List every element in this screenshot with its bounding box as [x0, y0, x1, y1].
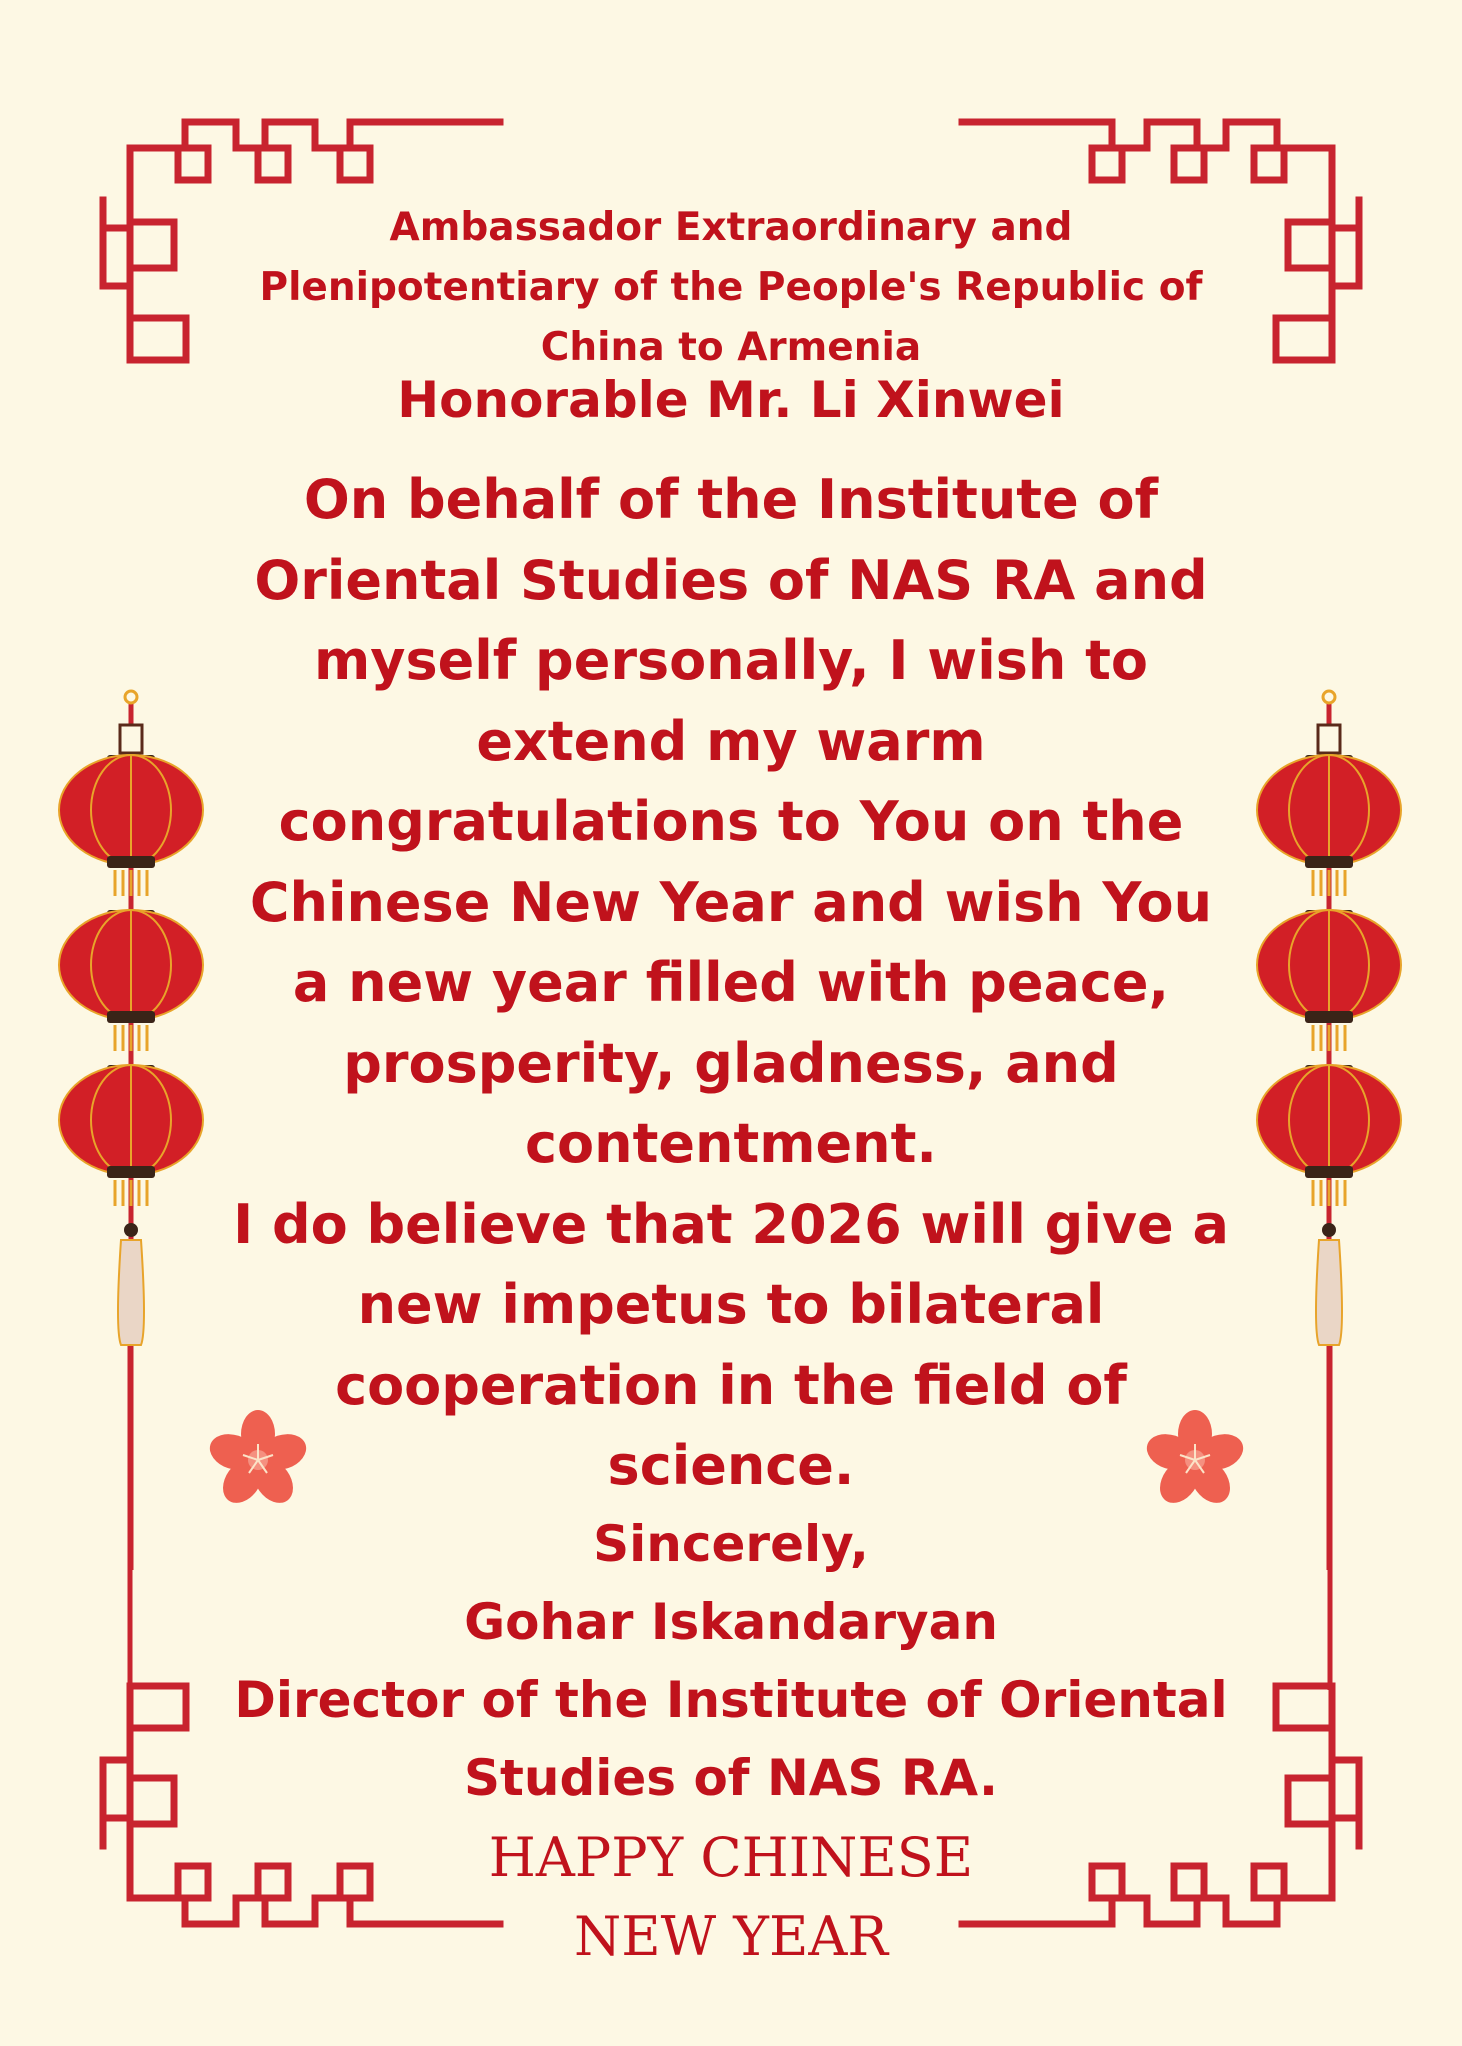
message-line: congratulations to You on the — [278, 790, 1184, 853]
message-line: Chinese New Year and wish You — [249, 870, 1213, 934]
message-line: Oriental Studies of NAS RA and — [254, 548, 1208, 612]
closing-block — [0, 1505, 1462, 1817]
message-line: I do believe that 2026 will give a — [233, 1192, 1229, 1256]
banner-line: HAPPY CHINESE — [488, 1826, 974, 1889]
signer-position-line: Studies of NAS RA. — [463, 1749, 999, 1807]
salutation: Sincerely, — [593, 1515, 869, 1573]
recipient-title-line: Ambassador Extraordinary and — [389, 205, 1073, 250]
recipient-title-line: Plenipotentiary of the People's Republic of — [259, 265, 1203, 310]
banner-line: NEW YEAR — [573, 1905, 889, 1968]
message-line: myself personally, I wish to — [314, 629, 1148, 692]
message-line: extend my warm — [476, 709, 986, 773]
greeting-message — [0, 460, 1462, 1507]
new-year-banner — [0, 1818, 1462, 1976]
message-line: On behalf of the Institute of — [303, 468, 1159, 531]
message-line: contentment. — [525, 1112, 937, 1175]
message-line: new impetus to bilateral — [357, 1273, 1105, 1336]
message-line: a new year filled with peace, — [292, 951, 1170, 1014]
recipient-title-line: China to Armenia — [540, 325, 922, 370]
message-line: cooperation in the field of — [335, 1353, 1127, 1417]
signer-position-line: Director of the Institute of Oriental — [234, 1671, 1228, 1729]
signer-name: Gohar Iskandaryan — [464, 1593, 998, 1651]
recipient-name: Honorable Mr. Li Xinwei — [397, 371, 1065, 429]
message-line: science. — [607, 1434, 855, 1497]
recipient-title — [0, 198, 1462, 378]
message-line: prosperity, gladness, and — [343, 1031, 1119, 1095]
